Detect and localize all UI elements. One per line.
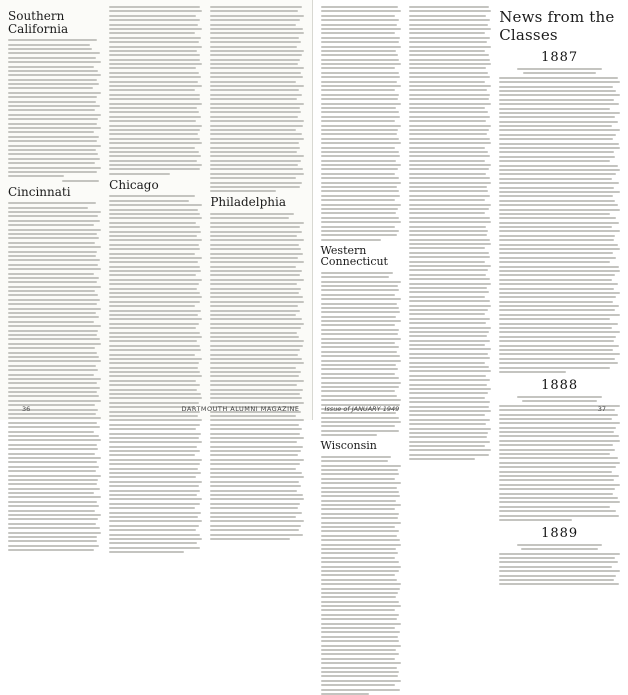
left-column-2 bbox=[109, 6, 202, 396]
section-heading-cincinnati: Cincinnati bbox=[8, 186, 101, 199]
right-page bbox=[313, 0, 628, 420]
body-text-cincinnati bbox=[8, 202, 101, 551]
body-text-continued-2 bbox=[210, 6, 303, 192]
page-number-right: 37 bbox=[598, 405, 606, 413]
body-text-wisconsin bbox=[321, 456, 402, 695]
body-text-chicago bbox=[109, 195, 202, 553]
class-year-heading: 1889 bbox=[499, 526, 620, 541]
masthead-title: News from the Classes bbox=[499, 8, 620, 44]
body-text-southern-california bbox=[8, 39, 101, 182]
left-column-3 bbox=[210, 6, 303, 396]
right-column-1 bbox=[321, 6, 402, 396]
body-text-1888 bbox=[499, 396, 620, 521]
class-year-heading: 1888 bbox=[499, 378, 620, 393]
section-heading-southern-california: Southern California bbox=[8, 10, 101, 35]
section-heading-philadelphia: Philadelphia bbox=[210, 196, 303, 209]
section-heading-chicago: Chicago bbox=[109, 179, 202, 192]
footer-right: Issue of JANUARY 1949 bbox=[325, 405, 400, 413]
body-text-continued bbox=[109, 6, 202, 175]
page-number-left: 36 bbox=[22, 405, 30, 413]
right-column-2 bbox=[409, 6, 491, 396]
class-year-heading: 1887 bbox=[499, 50, 620, 65]
body-text-right-2 bbox=[409, 6, 491, 460]
section-heading-western-connecticut: Western Connecticut bbox=[321, 245, 402, 268]
left-page bbox=[0, 0, 312, 420]
body-text-1889 bbox=[499, 544, 620, 586]
body-text-philadelphia bbox=[210, 213, 303, 540]
left-column-1 bbox=[8, 6, 101, 396]
section-heading-wisconsin: Wisconsin bbox=[321, 440, 402, 452]
body-text-1887 bbox=[499, 68, 620, 373]
right-column-3 bbox=[499, 6, 620, 396]
footer-left: DARTMOUTH ALUMNI MAGAZINE bbox=[182, 405, 300, 413]
body-text-right-1 bbox=[321, 6, 402, 241]
